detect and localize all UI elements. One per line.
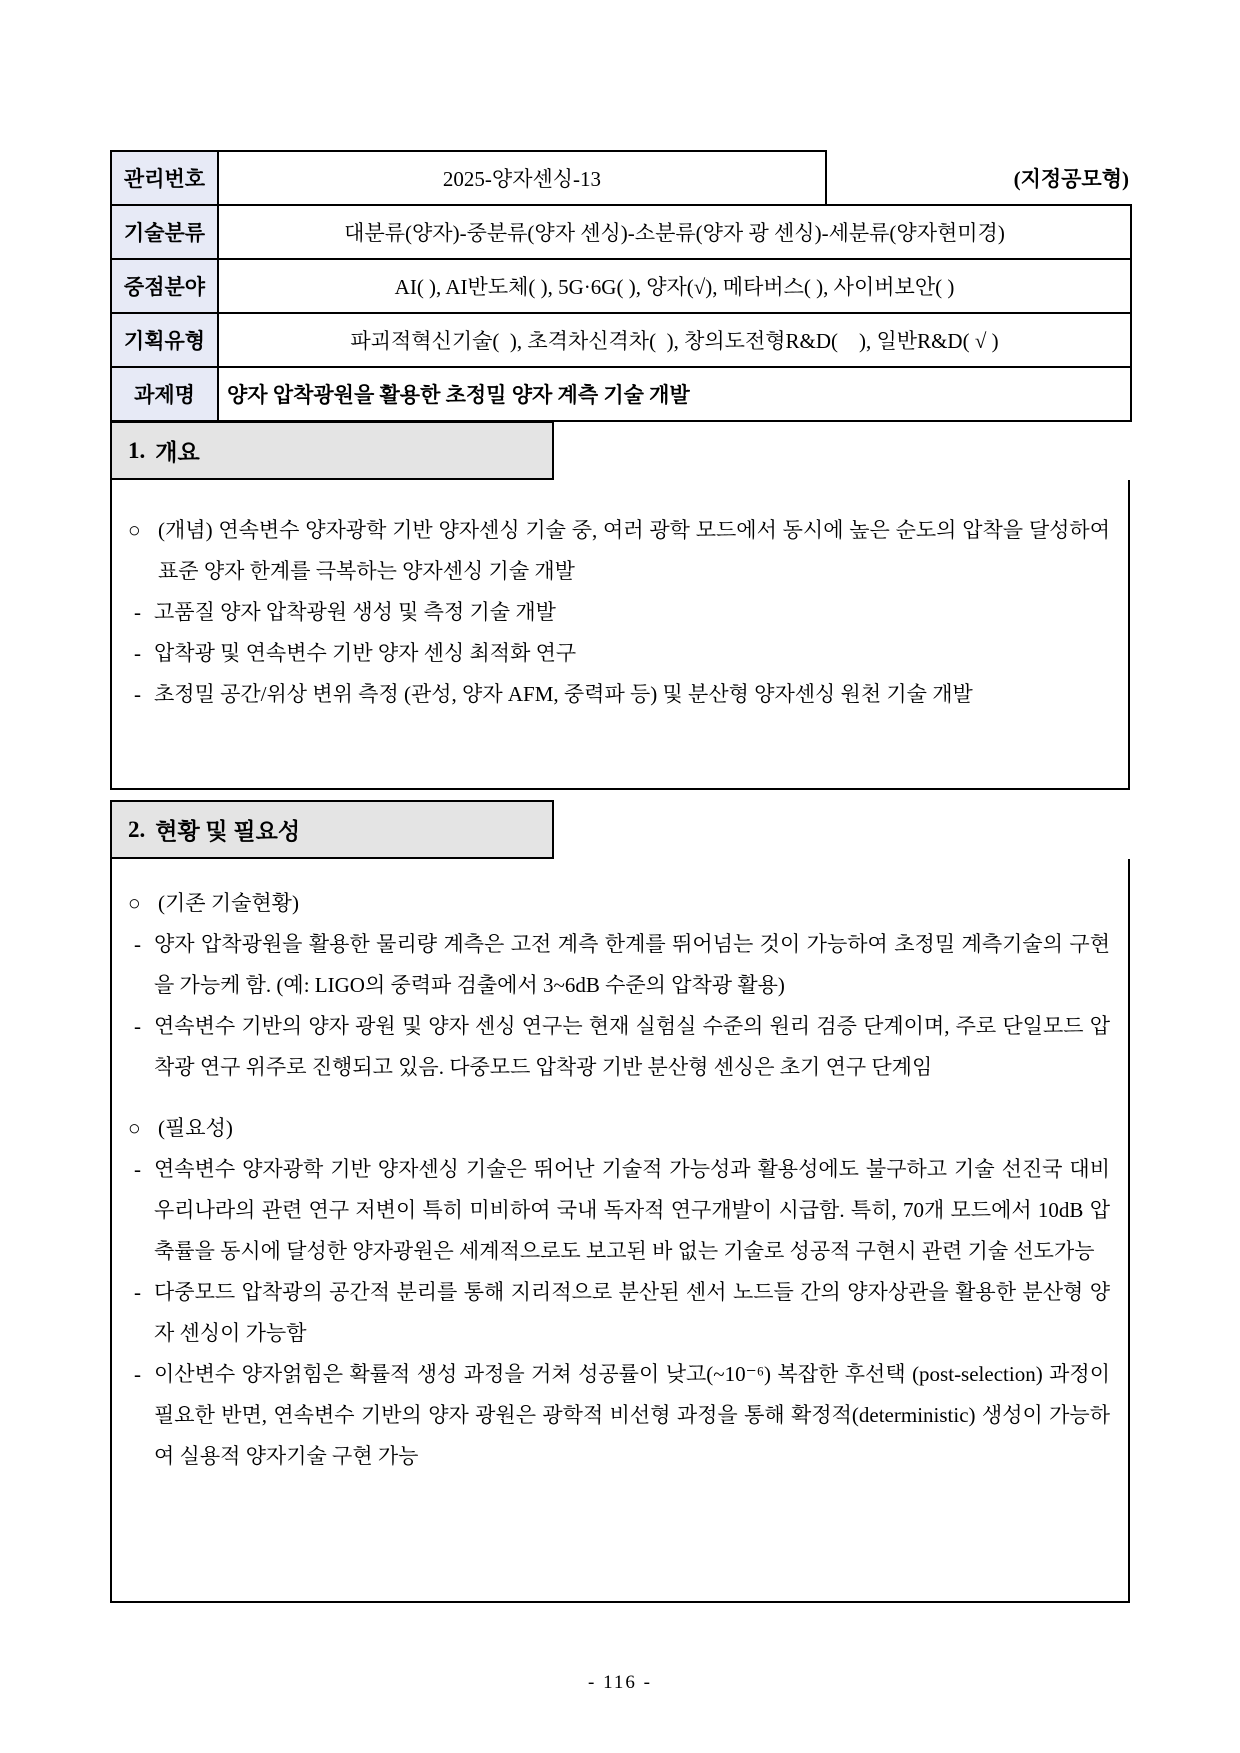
- section-number: 2.: [128, 816, 146, 842]
- planning-type-value: 파괴적혁신기술( ), 초격차신격차( ), 창의도전형R&D( ), 일반R&D( √ ): [218, 313, 1131, 367]
- bullet-paragraph: [112, 592, 1110, 633]
- bullet-text: 고품질 양자 압착광원 생성 및 측정 기술 개발: [154, 600, 556, 624]
- project-title-value: 양자 압착광원을 활용한 초정밀 양자 계측 기술 개발: [218, 367, 1131, 421]
- management-number-label: 관리번호: [111, 151, 218, 205]
- focus-area-value: AI( ), AI반도체( ), 5G·6G( ), 양자(√), 메타버스( ), 사이버보안( ): [218, 259, 1131, 313]
- bullet-paragraph: [112, 1354, 1110, 1477]
- management-number-value: 2025-양자센싱-13: [218, 151, 826, 205]
- bullet-text: 다중모드 압착광의 공간적 분리를 통해 지리적으로 분산된 센서 노드들 간의 양자상관을 활용한 분산형 양자 센싱이 가능함: [154, 1280, 1110, 1345]
- bullet-text: (필요성): [158, 1116, 233, 1140]
- bullet-text: 이산변수 양자얽힘은 확률적 생성 과정을 거쳐 성공률이 낮고(~10⁻⁶) 복잡한 후선택 (post-selection) 과정이 필요한 반면, 연속변수 기반의 양자 광원은 광학적 비선형 과정을 통해 확정적(deterministic) 생성이 가능하여 실용적 양자기술 구현 가능: [154, 1362, 1110, 1468]
- bullet-paragraph: [112, 1149, 1110, 1272]
- bullet-paragraph: [112, 510, 1110, 592]
- bullet-marker: -: [134, 1157, 141, 1181]
- section-1-header: [110, 421, 554, 480]
- bullet-marker: -: [134, 641, 141, 665]
- section-1-content: [110, 480, 1130, 790]
- bullet-text: 연속변수 기반의 양자 광원 및 양자 센싱 연구는 현재 실험실 수준의 원리 검증 단계이며, 주로 단일모드 압착광 연구 위주로 진행되고 있음. 다중모드 압착광 기반 분산형 센싱은 초기 연구 단계임: [154, 1014, 1110, 1079]
- section-number: 1.: [128, 437, 146, 463]
- table-row: [111, 313, 1131, 367]
- bullet-marker: -: [134, 1362, 141, 1386]
- bullet-text: 양자 압착광원을 활용한 물리량 계측은 고전 계측 한계를 뛰어넘는 것이 가능하여 초정밀 계측기술의 구현을 가능케 함. (예: LIGO의 중력파 검출에서 3~6dB 수준의 압착광 활용): [154, 932, 1110, 997]
- bullet-text: 압착광 및 연속변수 기반 양자 센싱 최적화 연구: [154, 641, 577, 665]
- bullet-paragraph: [112, 674, 1110, 715]
- section-2-content: [110, 859, 1130, 1603]
- bullet-text: (개념) 연속변수 양자광학 기반 양자센싱 기술 중, 여러 광학 모드에서 동시에 높은 순도의 압착을 달성하여 표준 양자 한계를 극복하는 양자센싱 기술 개발: [158, 518, 1110, 583]
- bullet-paragraph: [112, 1272, 1110, 1354]
- bullet-text: 연속변수 양자광학 기반 양자센싱 기술은 뛰어난 기술적 가능성과 활용성에도 불구하고 기술 선진국 대비 우리나라의 관련 연구 저변이 특히 미비하여 국내 독자적 연구개발이 시급함. 특히, 70개 모드에서 10dB 압축률을 동시에 달성한 양자광원은 세계적으로도 보고된 바 없는 기술로 성공적 구현시 관련 기술 선도가능: [154, 1157, 1110, 1263]
- bullet-marker: -: [134, 600, 141, 624]
- bullet-text: (기존 기술현황): [158, 891, 299, 915]
- table-row: [111, 205, 1131, 259]
- bullet-marker: ○: [128, 891, 141, 915]
- bullet-paragraph: [112, 883, 1110, 924]
- section-title: 현황 및 필요성: [155, 819, 301, 844]
- planning-type-label: 기획유형: [111, 313, 218, 367]
- bullet-marker: -: [134, 932, 141, 956]
- table-row: [111, 367, 1131, 421]
- table-row: [111, 259, 1131, 313]
- bullet-marker: -: [134, 1014, 141, 1038]
- bullet-marker: ○: [128, 1116, 141, 1140]
- bullet-paragraph: [112, 1108, 1110, 1149]
- bullet-paragraph: [112, 633, 1110, 674]
- tech-classification-label: 기술분류: [111, 205, 218, 259]
- page-number: - 116 -: [588, 1672, 652, 1693]
- bullet-paragraph: [112, 924, 1110, 1006]
- bullet-marker: -: [134, 1280, 141, 1304]
- bullet-text: 초정밀 공간/위상 변위 측정 (관성, 양자 AFM, 중력파 등) 및 분산형 양자센싱 원천 기술 개발: [154, 682, 973, 706]
- bullet-paragraph: [112, 1006, 1110, 1088]
- bullet-marker: -: [134, 682, 141, 706]
- project-title-label: 과제명: [111, 367, 218, 421]
- section-2-header: [110, 800, 554, 859]
- table-row: [111, 151, 1131, 205]
- blank-line: [112, 1088, 1110, 1108]
- header-table: [110, 150, 1132, 422]
- tech-classification-value: 대분류(양자)-중분류(양자 센싱)-소분류(양자 광 센싱)-세분류(양자현미경): [218, 205, 1131, 259]
- bullet-marker: ○: [128, 518, 141, 542]
- section-title: 개요: [155, 440, 200, 465]
- designated-call-type-note: (지정공모형): [826, 151, 1131, 205]
- focus-area-label: 중점분야: [111, 259, 218, 313]
